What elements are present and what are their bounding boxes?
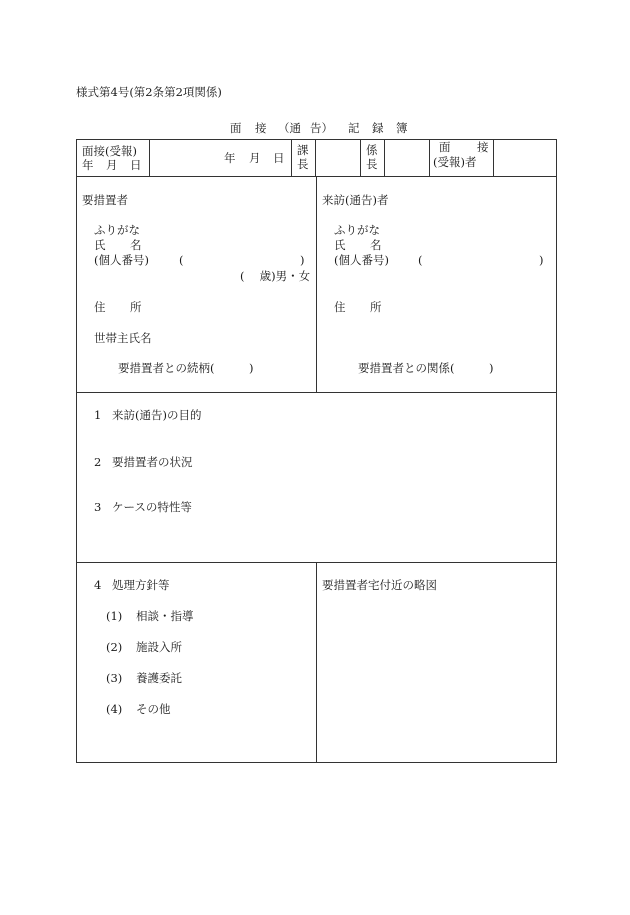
visitor-relation-label: 要措置者との関係( )	[358, 361, 494, 375]
item-number: 4	[94, 578, 102, 592]
item-case-characteristics: ケースの特性等	[112, 500, 192, 514]
subject-age-sex: ( 歳)男・女	[240, 269, 311, 283]
subject-relation-label: 要措置者との続柄( )	[118, 361, 254, 375]
visitor-furigana-label: ふりがな	[334, 223, 380, 237]
option-number: (3)	[106, 671, 123, 685]
item-visit-purpose: 来訪(通告)の目的	[112, 408, 202, 422]
date-label: 面接(受報)	[82, 144, 137, 158]
subject-name-label: 氏	[94, 238, 106, 252]
subject-heading: 要措置者	[82, 193, 128, 207]
date-year: 年	[224, 151, 236, 165]
date-day: 日	[273, 151, 285, 165]
chief-label: 係	[366, 143, 378, 157]
visitor-address-label: 住	[334, 300, 346, 314]
subject-furigana-label: ふりがな	[94, 223, 140, 237]
visitor-heading: 来訪(通告)者	[322, 193, 389, 207]
option-facility-admission: 施設入所	[136, 640, 182, 654]
item-number: 3	[94, 500, 102, 514]
date-month: 月	[249, 151, 261, 165]
option-number: (4)	[106, 702, 123, 716]
item-subject-status: 要措置者の状況	[112, 455, 193, 469]
item-number: 2	[94, 455, 102, 469]
interviewer-label: 面	[439, 140, 451, 154]
subject-address-label: 住	[94, 300, 106, 314]
map-heading: 要措置者宅付近の略図	[322, 578, 437, 592]
option-foster-care: 養護委託	[136, 671, 182, 685]
visitor-id-label: (個人番号)	[334, 253, 389, 267]
option-number: (2)	[106, 640, 123, 654]
option-other: その他	[136, 702, 171, 716]
household-head-label: 世帯主氏名	[94, 331, 152, 345]
option-number: (1)	[106, 609, 123, 623]
option-consultation: 相談・指導	[136, 609, 194, 623]
policy-heading: 処理方針等	[112, 578, 170, 592]
visitor-name-label: 氏	[334, 238, 346, 252]
section-chief-label: 課	[297, 143, 309, 157]
item-number: 1	[94, 408, 102, 422]
subject-id-label: (個人番号)	[94, 253, 149, 267]
form-number: 様式第4号(第2条第2項関係)	[76, 85, 222, 99]
